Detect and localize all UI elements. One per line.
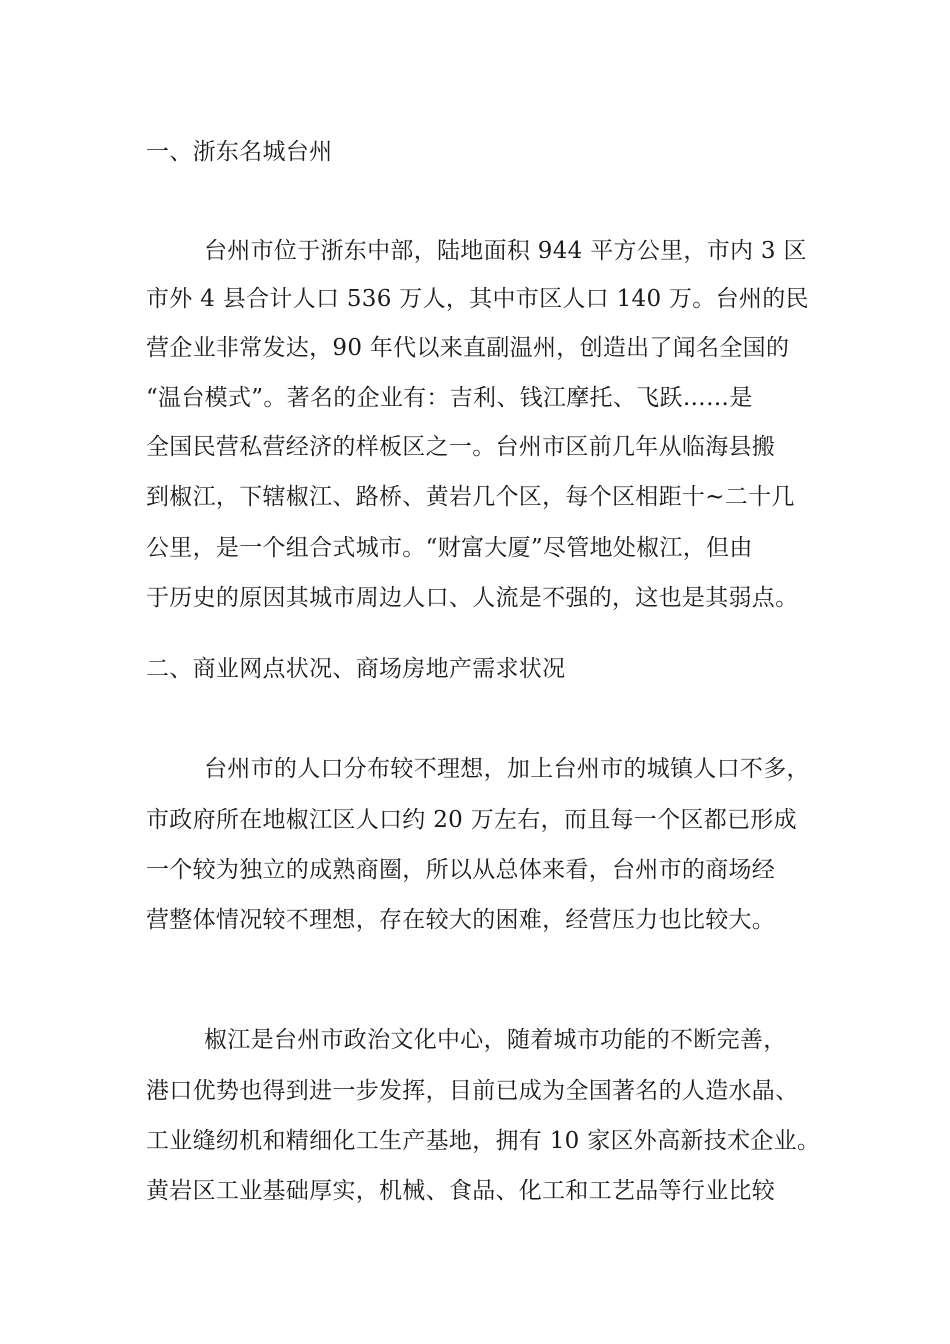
paragraph-1-line-8: 于历史的原因其城市周边人口、人流是不强的，这也是其弱点。 (146, 585, 799, 611)
paragraph-2-line-2: 市政府所在地椒江区人口约 20 万左右，而且每一个区都已形成 (146, 807, 797, 833)
paragraph-3-line-4: 黄岩区工业基础厚实，机械、食品、化工和工艺品等行业比较 (146, 1178, 776, 1204)
paragraph-1-line-2: 市外 4 县合计人口 536 万人，其中市区人口 140 万。台州的民 (146, 286, 809, 312)
paragraph-1-line-4: “温台模式”。著名的企业有：吉利、钱江摩托、飞跃……是 (146, 385, 753, 411)
section-heading-1: 一、浙东名城台州 (146, 139, 333, 165)
paragraph-3-line-3: 工业缝纫机和精细化工生产基地，拥有 10 家区外高新技术企业。 (146, 1128, 821, 1154)
paragraph-3-line-1: 椒江是台州市政治文化中心，随着城市功能的不断完善， (204, 1027, 787, 1053)
paragraph-2-line-4: 营整体情况较不理想，存在较大的困难，经营压力也比较大。 (146, 907, 776, 933)
paragraph-2-line-1: 台州市的人口分布较不理想，加上台州市的城镇人口不多， (204, 756, 810, 782)
paragraph-1-line-6: 到椒江，下辖椒江、路桥、黄岩几个区，每个区相距十~二十几 (146, 484, 795, 510)
paragraph-1-line-5: 全国民营私营经济的样板区之一。台州市区前几年从临海县搬 (146, 434, 776, 460)
paragraph-1-line-3: 营企业非常发达，90 年代以来直副温州，创造出了闻名全国的 (146, 335, 790, 361)
paragraph-2-line-3: 一个较为独立的成熟商圈，所以从总体来看，台州市的商场经 (146, 857, 776, 883)
section-heading-2: 二、商业网点状况、商场房地产需求状况 (146, 656, 566, 682)
paragraph-3-line-2: 港口优势也得到进一步发挥，目前已成为全国著名的人造水晶、 (146, 1078, 799, 1104)
paragraph-1-line-7: 公里，是一个组合式城市。“财富大厦”尽管地处椒江，但由 (146, 535, 753, 561)
paragraph-1-line-1: 台州市位于浙东中部，陆地面积 944 平方公里，市内 3 区 (204, 238, 807, 264)
